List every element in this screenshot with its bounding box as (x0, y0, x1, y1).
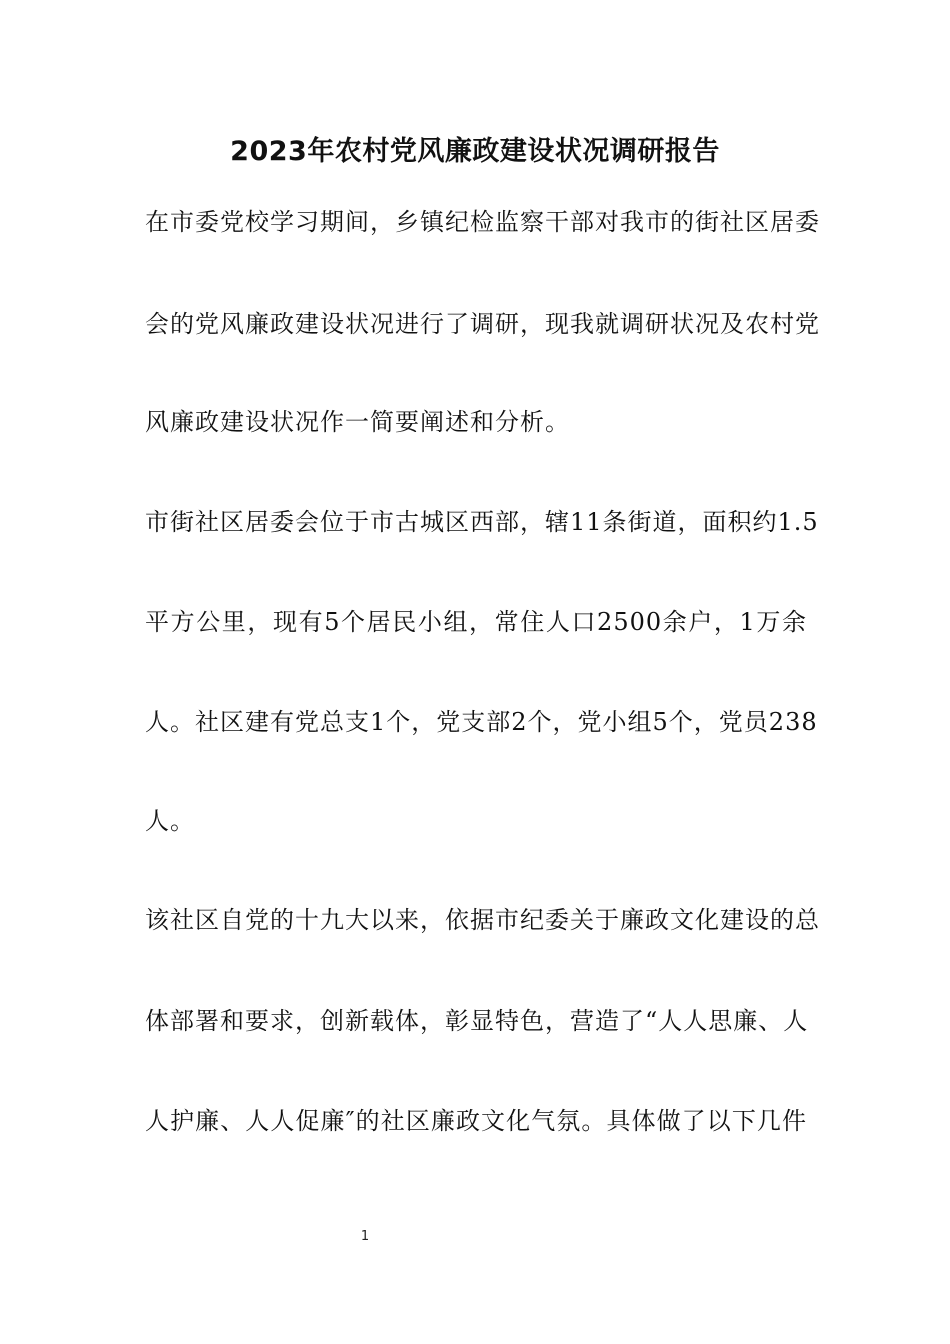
paragraph-line: 市街社区居委会位于市古城区西部，辖11条街道，面积约1.5 (145, 508, 819, 536)
paragraph-line: 平方公里，现有5个居民小组，常住人口2500余户，1万余 (145, 608, 807, 636)
paragraph-line: 风廉政建设状况作一简要阐述和分析。 (145, 408, 570, 436)
paragraph-line: 体部署和要求，创新载体，彰显特色，营造了“人人思廉、人 (145, 1007, 809, 1035)
paragraph-line: 人护廉、人人促廉″的社区廉政文化气氛。具体做了以下几件 (145, 1107, 807, 1135)
paragraph-line: 人。 (145, 807, 195, 835)
page-number: 1 (360, 1229, 370, 1244)
paragraph-line: 在市委党校学习期间，乡镇纪检监察干部对我市的街社区居委 (145, 208, 820, 236)
paragraph-line: 该社区自党的十九大以来，依据市纪委关于廉政文化建设的总 (145, 906, 820, 934)
paragraph-line: 人。社区建有党总支1个，党支部2个，党小组5个，党员238 (145, 708, 818, 736)
paragraph-line: 会的党风廉政建设状况进行了调研，现我就调研状况及农村党 (145, 310, 820, 338)
document-title: 2023年农村党风廉政建设状况调研报告 (230, 136, 720, 167)
